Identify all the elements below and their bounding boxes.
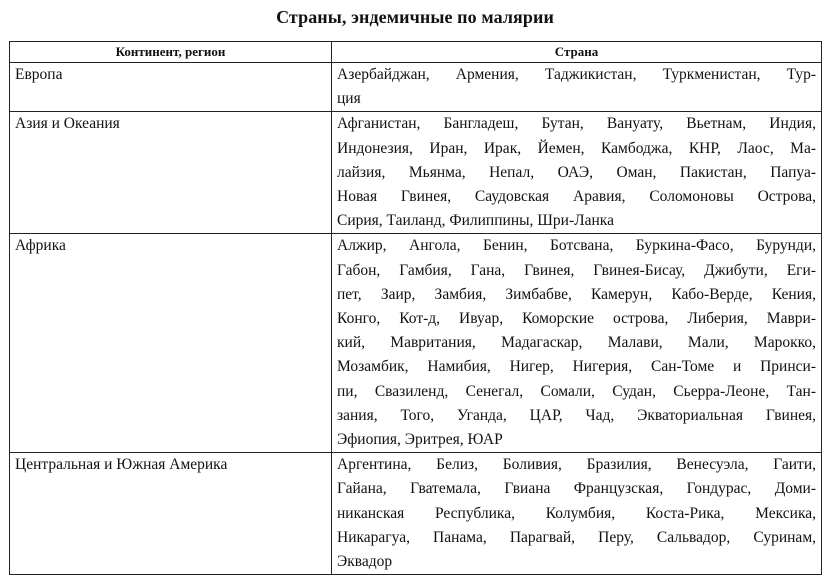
country-cell	[332, 63, 822, 112]
country-line: пи, Свазиленд, Сенегал, Сомали, Судан, Сьерра-Леоне, Тан-	[337, 382, 816, 400]
header-region: Континент, регион	[10, 42, 332, 63]
region-cell: Европа	[10, 63, 332, 112]
table-row-africa	[10, 234, 822, 453]
region-cell: Центральная и Южная Америка	[10, 453, 332, 575]
table-header-row	[10, 42, 822, 63]
country-line: кий, Мавритания, Мадагаскар, Малави, Мали, Марокко,	[337, 334, 816, 352]
country-line: Мозамбик, Намибия, Нигер, Нигерия, Сан-Томе и Принси-	[337, 358, 816, 376]
header-country: Страна	[332, 42, 822, 63]
country-line: Аргентина, Белиз, Боливия, Бразилия, Венесуэла, Гаити,	[337, 456, 816, 474]
country-cell	[332, 234, 822, 453]
country-line: Алжир, Ангола, Бенин, Ботсвана, Буркина-Фасо, Бурунди,	[337, 237, 816, 255]
country-cell	[332, 453, 822, 575]
country-line: Индонезия, Иран, Ирак, Йемен, Камбоджа, КНР, Лаос, Ма-	[337, 139, 816, 157]
table-row-europe	[10, 63, 822, 112]
country-line: Эфиопия, Эритрея, ЮАР	[337, 431, 503, 449]
country-cell	[332, 112, 822, 234]
country-line: Гайана, Гватемала, Гвиана Французская, Гондурас, Доми-	[337, 480, 816, 498]
country-line: Никарагуа, Панама, Парагвай, Перу, Сальвадор, Суринам,	[337, 528, 816, 546]
table-row-asia-oceania	[10, 112, 822, 234]
country-line: лайзия, Мьянма, Непал, ОАЭ, Оман, Пакистан, Папуа-	[337, 163, 816, 181]
country-line: зания, Того, Уганда, ЦАР, Чад, Экваториальная Гвинея,	[337, 406, 816, 424]
region-cell: Азия и Океания	[10, 112, 332, 234]
country-line: ция	[337, 90, 361, 108]
table-row-central-south-america	[10, 453, 822, 575]
page-title: Страны, эндемичные по малярии	[276, 7, 554, 27]
country-line: никанская Республика, Колумбия, Коста-Рика, Мексика,	[337, 504, 816, 522]
country-line: пет, Заир, Замбия, Зимбабве, Камерун, Кабо-Верде, Кения,	[337, 285, 816, 303]
country-line: Эквадор	[337, 553, 393, 571]
country-line: Конго, Кот-д, Ивуар, Коморские острова, Либерия, Маври-	[337, 310, 816, 328]
country-line: Новая Гвинея, Саудовская Аравия, Соломоновы Острова,	[337, 188, 816, 206]
region-cell: Африка	[10, 234, 332, 453]
country-line: Сирия, Таиланд, Филиппины, Шри-Ланка	[337, 212, 614, 230]
country-line: Азербайджан, Армения, Таджикистан, Туркменистан, Тур-	[337, 66, 816, 83]
country-line: Афганистан, Бангладеш, Бутан, Вануату, Вьетнам, Индия,	[337, 115, 816, 133]
country-line: Габон, Гамбия, Гана, Гвинея, Гвинея-Бисау, Джибути, Еги-	[337, 261, 816, 279]
malaria-countries-table	[9, 41, 822, 575]
